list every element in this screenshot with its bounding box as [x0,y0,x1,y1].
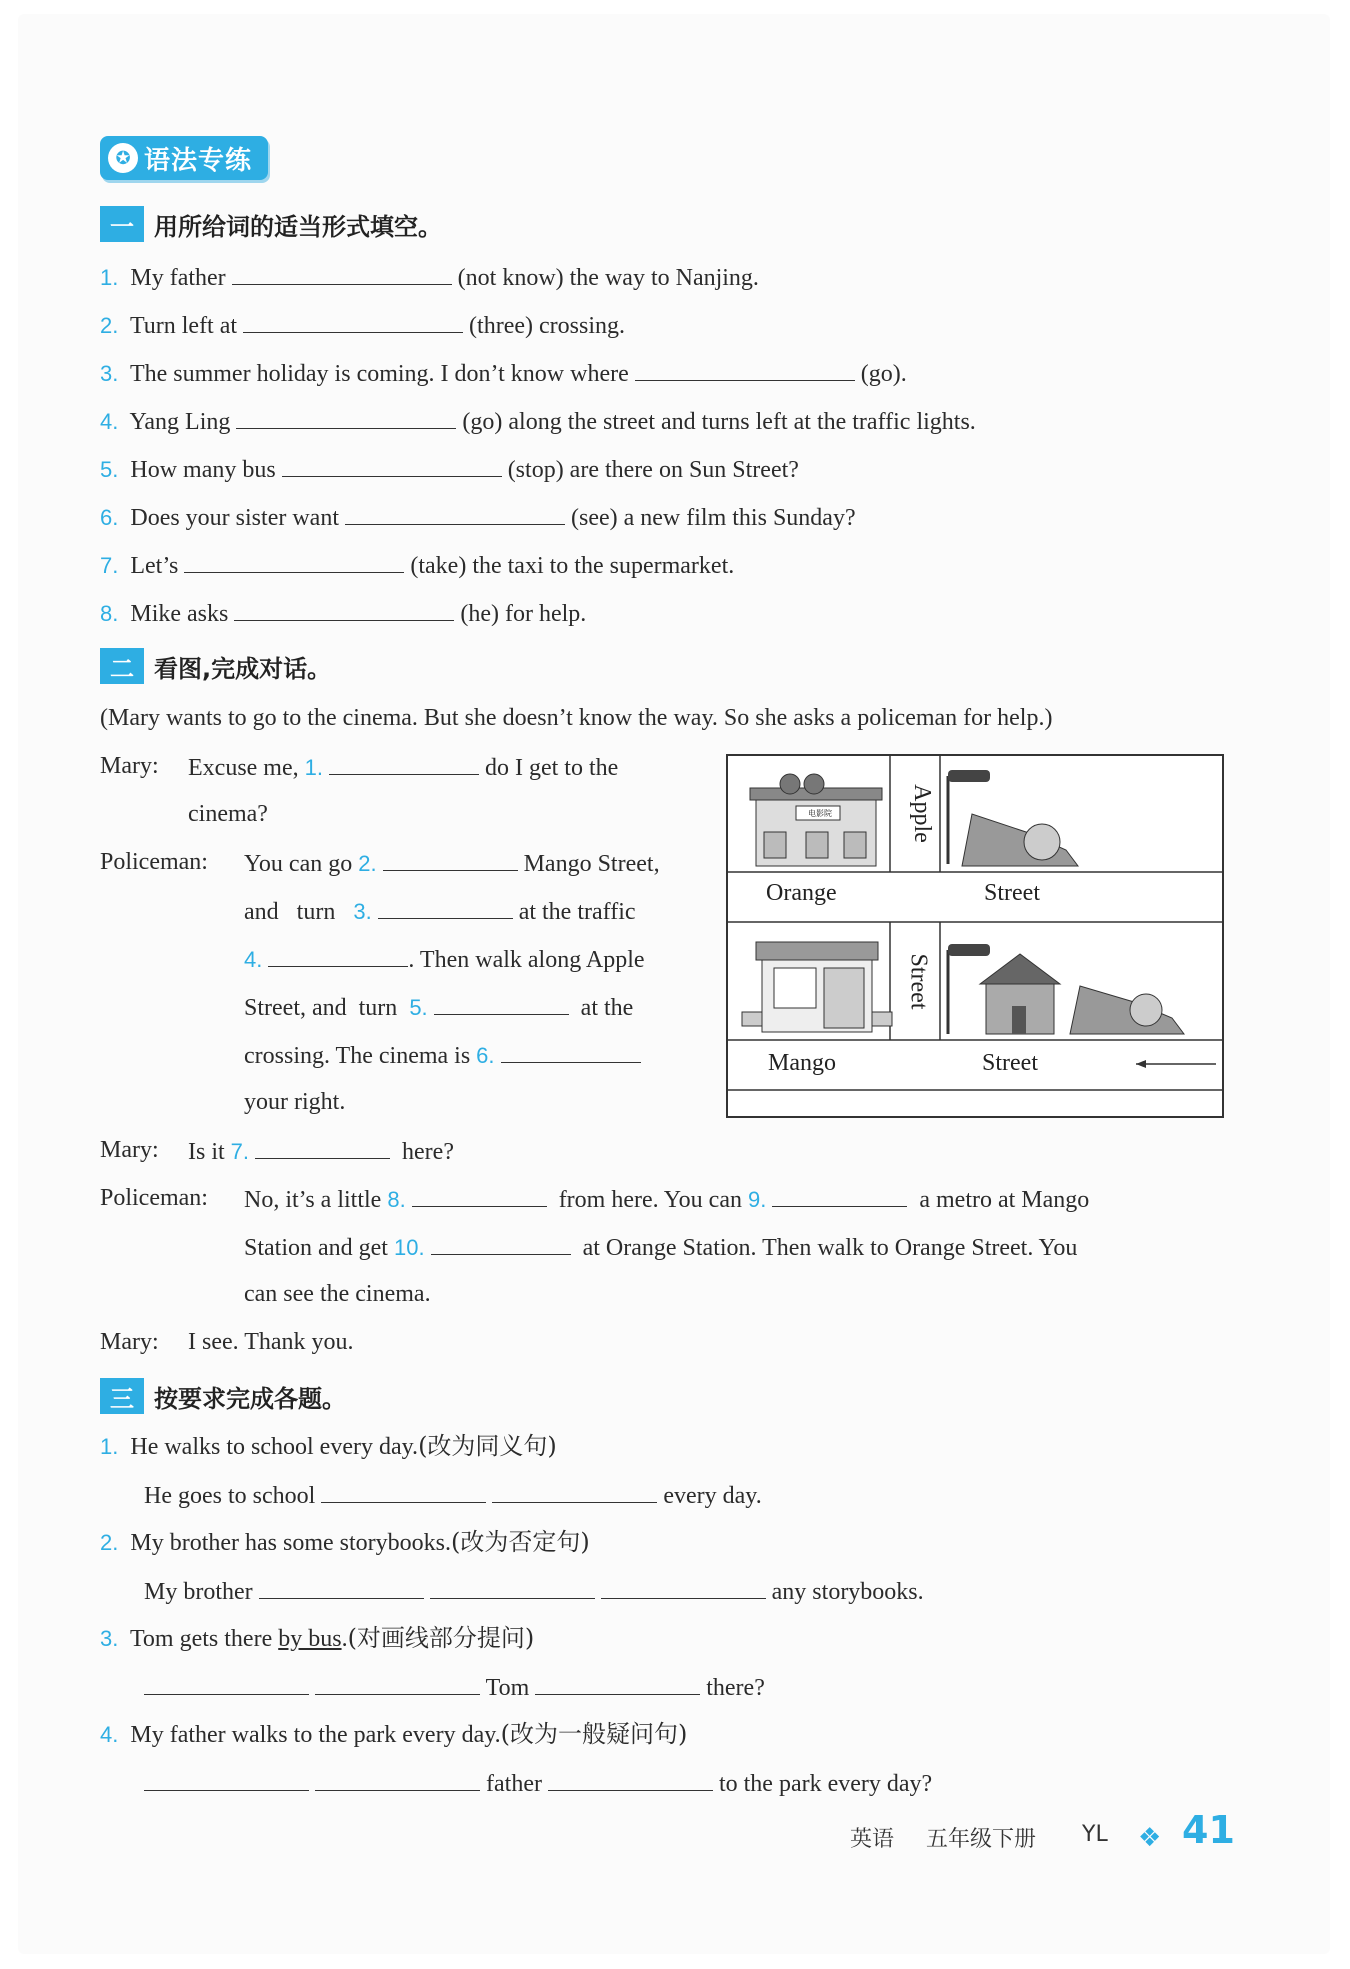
answer-blank[interactable] [345,500,565,525]
label-street: Street [982,1050,1038,1076]
list-item [100,404,976,438]
shop-building [742,942,892,1032]
item-number: 1. [100,265,119,290]
dialogue-text: a metro at Mango [919,1187,1090,1213]
item-number: 7. [230,1139,250,1164]
answer-line [144,1766,932,1800]
label-apple: Apple [908,784,935,843]
item-text: (not know) the way to Nanjing. [457,265,759,291]
dialogue-text: and [244,899,279,925]
item-note: (对画线部分提问) [347,1624,535,1652]
dialogue-text: You can go [244,851,353,877]
item-text: Mike asks [130,601,229,627]
answer-blank[interactable] [259,1574,424,1599]
list-item [100,308,625,342]
item-text: My brother [144,1579,253,1605]
section-title: 按要求完成各题。 [154,1384,346,1413]
answer-blank[interactable] [234,596,454,621]
dialogue-text: crossing. The cinema is [244,1043,471,1069]
item-number: 7. [100,553,119,578]
answer-blank[interactable] [412,1182,547,1207]
dialogue-line [244,1182,1089,1216]
item-text: My brother has some storybooks. [130,1530,451,1556]
dialogue-line [188,1134,454,1168]
answer-blank[interactable] [144,1766,309,1791]
list-item [100,452,799,486]
item-text: (he) for help. [460,601,587,627]
list-item [100,1430,557,1463]
dialogue-line [244,942,645,976]
answer-blank[interactable] [243,308,463,333]
section-number: 二 [100,648,144,684]
answer-blank[interactable] [268,942,408,967]
dialogue-text: Station and get [244,1235,388,1261]
item-note: (改为同义句) [418,1432,557,1460]
item-text: Does your sister want [130,505,339,531]
item-text: My father walks to the park every day. [130,1722,501,1748]
section-title: 看图,完成对话。 [154,654,332,683]
dialogue-text: . Then walk along Apple [408,947,645,973]
answer-blank[interactable] [236,404,456,429]
underlined-phrase: by bus [278,1626,342,1652]
label-street: Street [905,953,932,1010]
item-text: father [486,1771,542,1797]
answer-blank[interactable] [492,1478,657,1503]
item-number: 5. [100,457,119,482]
item-note: (改为一般疑问句) [500,1720,688,1748]
list-item [100,356,907,390]
dialogue-text: do I get to the [484,755,619,781]
dialogue-text: Is it [188,1139,225,1165]
page-number: 41 [1182,1808,1235,1852]
answer-blank[interactable] [501,1038,641,1063]
item-text: . [341,1626,348,1652]
item-text: Yang Ling [129,409,231,435]
section-header-2 [100,646,331,686]
dialogue-text: Excuse me, [188,755,299,781]
answer-line [144,1574,924,1608]
section-header-3 [100,1376,346,1416]
cinema-building [750,774,882,866]
item-number: 3. [100,1626,119,1651]
dialogue-text: can see the cinema. [244,1281,431,1307]
speaker-mary: Mary: [100,1329,159,1355]
dialogue-line [244,1038,641,1072]
item-text: there? [706,1675,765,1701]
item-number: 5. [409,995,428,1020]
dialogue-text: at the [580,995,634,1021]
answer-blank[interactable] [315,1670,480,1695]
section-badge [100,136,268,180]
item-text: He walks to school every day. [130,1434,419,1460]
item-text: How many bus [130,457,276,483]
dialogue-text: Street, and [244,995,347,1021]
answer-blank[interactable] [321,1478,486,1503]
item-number: 4. [100,409,119,434]
list-item [100,1622,534,1655]
speaker-mary: Mary: [100,753,159,779]
answer-blank[interactable] [430,1574,595,1599]
item-number: 8. [387,1187,406,1212]
item-number: 10. [393,1235,425,1260]
answer-blank[interactable] [378,894,513,919]
answer-blank[interactable] [434,990,569,1015]
item-number: 4. [244,947,263,972]
item-text: Let’s [130,553,179,579]
item-number: 6. [100,505,119,530]
item-number: 3. [100,361,119,386]
badge-title: 语法专练 [144,145,253,176]
star-icon: ✪ [108,143,138,173]
answer-line [144,1670,765,1704]
dialogue-text: here? [402,1139,454,1165]
item-text: to the park every day? [718,1771,933,1797]
item-text: Turn left at [129,313,238,339]
dialogue-text: at Orange Station. Then walk to Orange Street. You [582,1235,1078,1261]
label-street: Street [984,880,1040,906]
dialogue-line [188,750,618,784]
dialogue-text: Mango Street, [523,851,660,877]
diamond-icon: ❖ [1138,1823,1162,1853]
item-number: 2. [100,313,119,338]
answer-line [144,1478,762,1512]
section-number: 一 [100,206,144,242]
footer-grade: 五年级下册 [926,1827,1037,1852]
list-item [100,1526,590,1559]
item-text: (go) along the street and turns left at the traffic lights. [462,409,976,435]
item-text: Tom gets there [129,1626,273,1652]
item-note: (改为否定句) [451,1528,590,1556]
item-number: 4. [100,1722,119,1747]
section-number: 三 [100,1378,144,1414]
item-number: 2. [100,1530,119,1555]
answer-blank[interactable] [315,1766,480,1791]
answer-blank[interactable] [772,1182,907,1207]
answer-blank[interactable] [383,846,518,871]
answer-blank[interactable] [535,1670,700,1695]
dialogue-text: turn [296,899,336,925]
answer-blank[interactable] [144,1670,309,1695]
item-text: Tom [485,1675,530,1701]
answer-blank[interactable] [635,356,855,381]
speaker-policeman: Policeman: [100,849,208,875]
dialogue-line [244,990,633,1024]
answer-blank[interactable] [548,1766,713,1791]
dialogue-text: cinema? [188,801,268,827]
item-number: 3. [353,899,372,924]
answer-blank[interactable] [431,1230,571,1255]
section-header-1 [100,204,442,244]
answer-blank[interactable] [232,260,452,285]
dialogue-line [244,894,636,928]
dialogue-text: turn [358,995,398,1021]
item-text: every day. [663,1483,762,1509]
item-number: 2. [358,851,377,876]
answer-blank[interactable] [329,750,479,775]
dialogue-text: from here. You can [558,1187,742,1213]
item-text: (stop) are there on Sun Street? [507,457,799,483]
dialogue-text: I see. Thank you. [188,1329,354,1355]
dialogue-line [244,846,660,880]
list-item [100,260,759,294]
list-item [100,1718,687,1751]
label-mango: Mango [768,1050,836,1076]
footer-subject: 英语 [850,1827,895,1852]
item-number: 1. [304,755,323,780]
item-number: 9. [747,1187,767,1212]
cinema-sign: 电影院 [808,809,832,818]
item-text: any storybooks. [771,1579,924,1605]
list-item [100,596,586,630]
item-text: (go). [860,361,907,387]
answer-blank[interactable] [184,548,404,573]
list-item [100,548,734,582]
dialogue-intro: (Mary wants to go to the cinema. But she doesn’t know the way. So she asks a policeman for help.) [100,705,1053,731]
item-text: He goes to school [144,1483,316,1509]
speaker-mary: Mary: [100,1137,159,1163]
item-text: (see) a new film this Sunday? [571,505,856,531]
answer-blank[interactable] [601,1574,766,1599]
answer-blank[interactable] [255,1134,390,1159]
item-text: (take) the taxi to the supermarket. [410,553,735,579]
label-orange: Orange [766,880,837,906]
item-text: (three) crossing. [469,313,625,339]
dialogue-text: your right. [244,1089,346,1115]
item-number: 1. [100,1434,119,1459]
list-item [100,500,856,534]
item-number: 8. [100,601,119,626]
item-number: 6. [476,1043,495,1068]
dialogue-text: at the traffic [518,899,636,925]
item-text: The summer holiday is coming. I don’t know where [129,361,629,387]
dialogue-line [244,1230,1077,1264]
speaker-policeman: Policeman: [100,1185,208,1211]
item-text: My father [130,265,226,291]
street-map [726,754,1224,1118]
answer-blank[interactable] [282,452,502,477]
section-title: 用所给词的适当形式填空。 [154,212,442,241]
footer-edition: YL [1082,1822,1108,1847]
dialogue-text: No, it’s a little [244,1187,382,1213]
